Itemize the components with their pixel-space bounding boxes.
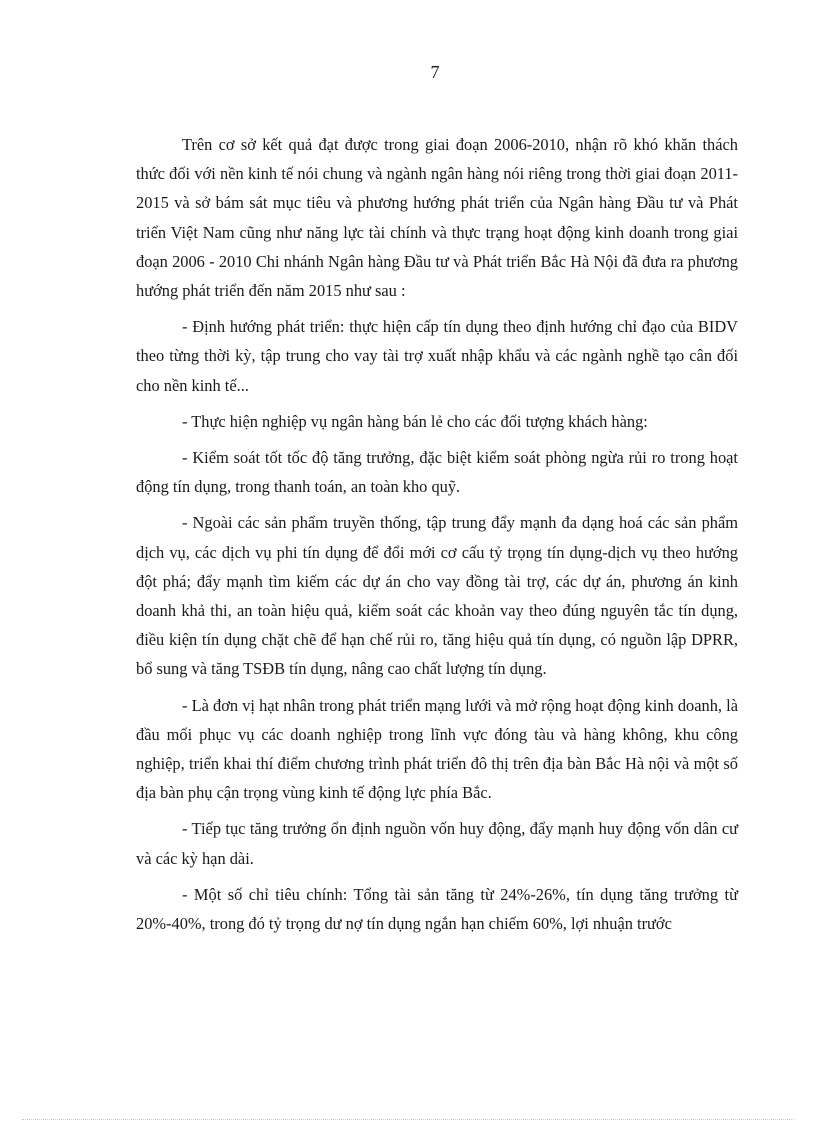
network-expansion-paragraph: - Là đơn vị hạt nhân trong phát triển mạng lưới và mở rộng hoạt động kinh doanh, là đầu mối phục vụ các doanh nghiệp trong lĩnh vực đóng tàu và hàng không, khu công nghiệp, triển khai thí điểm chương trình phát triển đô thị trên địa bàn Bắc Hà nội và một số địa bàn phụ cận trọng vùng kinh tế động lực phía Bắc. bbox=[136, 695, 738, 803]
retail-banking-paragraph: - Thực hiện nghiệp vụ ngân hàng bán lẻ cho các đối tượng khách hàng: bbox=[182, 411, 648, 431]
product-diversification-paragraph: - Ngoài các sản phẩm truyền thống, tập trung đẩy mạnh đa dạng hoá các sản phẩm dịch vụ, các dịch vụ phi tín dụng để đổi mới cơ cấu tỷ trọng tín dụng-dịch vụ theo hướng đột phá; đẩy mạnh tìm kiếm các dự án cho vay đồng tài trợ, các dự án, phương án kinh doanh khả thi, an toàn hiệu quả, kiểm soát các khoản vay theo đúng nguyên tắc tín dụng, điều kiện tín dụng chặt chẽ để hạn chế rủi ro, tăng hiệu quả tín dụng, có nguồn lập DPRR, bổ sung và tăng TSĐB tín dụng, nâng cao chất lượng tín dụng. bbox=[136, 513, 738, 679]
orientation-paragraph: - Định hướng phát triển: thực hiện cấp tín dụng theo định hướng chỉ đạo của BIDV theo từng thời kỳ, tập trung cho vay tài trợ xuất nhập khẩu và các ngành nghề tạo cân đối cho nền kinh tế... bbox=[136, 317, 738, 395]
document-body bbox=[136, 130, 738, 945]
intro-paragraph: Trên cơ sở kết quả đạt được trong giai đoạn 2006-2010, nhận rõ khó khăn thách thức đối với nền kinh tế nói chung và ngành ngân hàng nói riêng trong thời giai đoạn 2011-2015 và sở bám sát mục tiêu và phương hướng phát triển của Ngân hàng Đầu tư và Phát triển Việt Nam cũng như năng lực tài chính và thực trạng hoạt động kinh doanh trong giai đoạn 2006 - 2010 Chi nhánh Ngân hàng Đầu tư và Phát triển Bắc Hà Nội đã đưa ra phương hướng phát triển đến năm 2015 như sau : bbox=[136, 135, 738, 301]
capital-mobilization-paragraph: - Tiếp tục tăng trưởng ổn định nguồn vốn huy động, đẩy mạnh huy động vốn dân cư và các kỳ hạn dài. bbox=[136, 819, 738, 868]
page-bottom-divider bbox=[22, 1119, 794, 1120]
key-targets-paragraph: - Một số chỉ tiêu chính: Tổng tài sản tăng từ 24%-26%, tín dụng tăng trưởng từ 20%-40%, trong đó tỷ trọng dư nợ tín dụng ngắn hạn chiếm 60%, lợi nhuận trước bbox=[136, 884, 738, 934]
risk-control-paragraph: - Kiểm soát tốt tốc độ tăng trưởng, đặc biệt kiểm soát phòng ngừa rủi ro trong hoạt động tín dụng, trong thanh toán, an toàn kho quỹ. bbox=[136, 448, 738, 497]
page-number: 7 bbox=[430, 62, 440, 82]
